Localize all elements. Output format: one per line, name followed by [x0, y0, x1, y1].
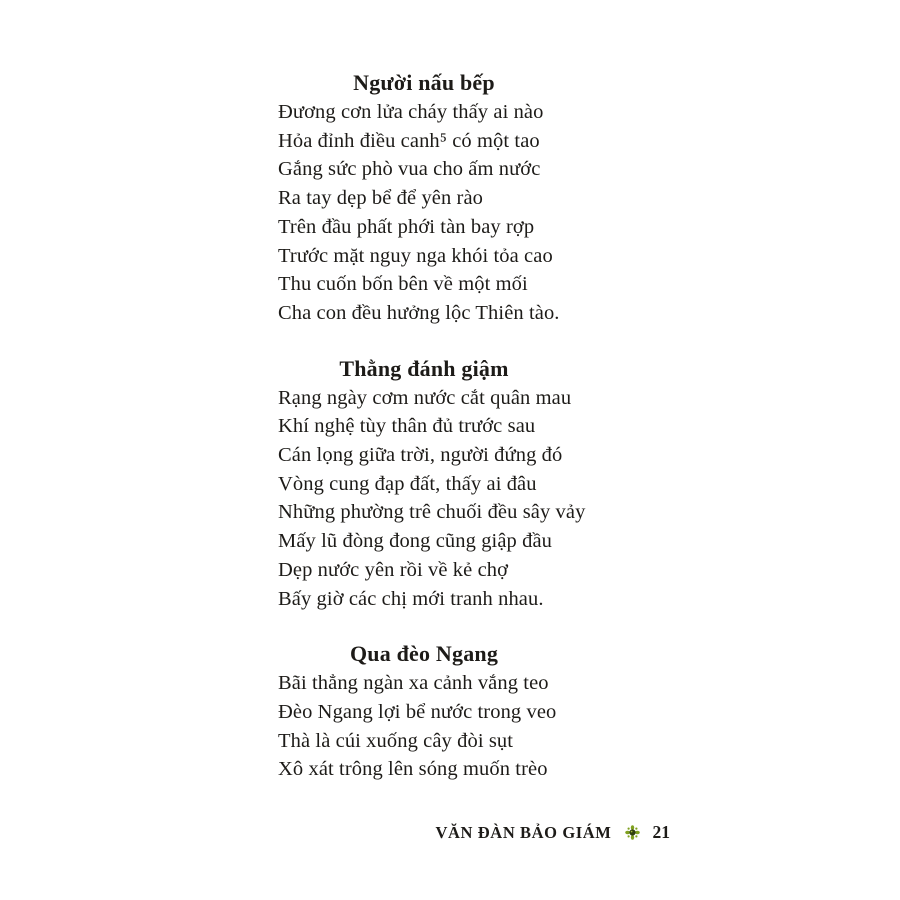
- poem-lines: [278, 669, 570, 784]
- poems: [278, 68, 586, 784]
- poem-line: Gắng sức phò vua cho ấm nước: [278, 158, 541, 181]
- poem-line: Rạng ngày cơm nước cắt quân mau: [278, 386, 572, 409]
- poem-line: Vòng cung đạp đất, thấy ai đâu: [278, 472, 537, 495]
- poem-line: Ra tay dẹp bể để yên rào: [278, 187, 484, 210]
- poem-line: Thà là cúi xuống cây đòi sụt: [278, 729, 514, 752]
- poem-line: Bấy giờ các chị mới tranh nhau.: [278, 587, 544, 610]
- poem: [278, 639, 570, 784]
- poem-line: Đèo Ngang lợi bể nước trong veo: [278, 700, 557, 723]
- flower-icon: [625, 825, 640, 840]
- poem-line: Cán lọng giữa trời, người đứng đó: [278, 444, 563, 467]
- poem-line: Những phường trê chuối đều sây vảy: [278, 501, 586, 524]
- poem-line: Đương cơn lửa cháy thấy ai nào: [278, 101, 544, 123]
- page-footer: [436, 822, 670, 843]
- poem-line: Trên đầu phất phới tàn bay rợp: [278, 215, 535, 238]
- poem-lines: [278, 384, 586, 614]
- poem-line: Thu cuốn bốn bên về một mối: [278, 273, 528, 296]
- poem-title: Thằng đánh giậm: [339, 355, 509, 381]
- footer-book-title: VĂN ĐÀN BẢO GIÁM: [435, 822, 612, 842]
- poem-line: Mấy lũ đòng đong cũng giập đầu: [278, 530, 553, 553]
- poem-line: Cha con đều hưởng lộc Thiên tào.: [278, 301, 560, 324]
- footer-page-number: 21: [652, 822, 670, 842]
- poem-title: Người nấu bếp: [353, 70, 495, 95]
- poem-line: Trước mặt nguy nga khói tỏa cao: [278, 244, 553, 267]
- poem-line: Hỏa đỉnh điều canh⁵ có một tao: [278, 129, 540, 152]
- poem: [278, 68, 570, 328]
- poem-title: Qua đèo Ngang: [349, 641, 499, 667]
- poem-line: Dẹp nước yên rồi về kẻ chợ: [278, 558, 509, 581]
- poem: [278, 354, 586, 614]
- poem-line: Xô xát trông lên sóng muốn trèo: [278, 758, 548, 781]
- poem-line: Khí nghệ tùy thân đủ trước sau: [278, 415, 536, 438]
- poem-lines: [278, 98, 570, 328]
- poem-line: Bãi thẳng ngàn xa cảnh vắng teo: [278, 672, 549, 695]
